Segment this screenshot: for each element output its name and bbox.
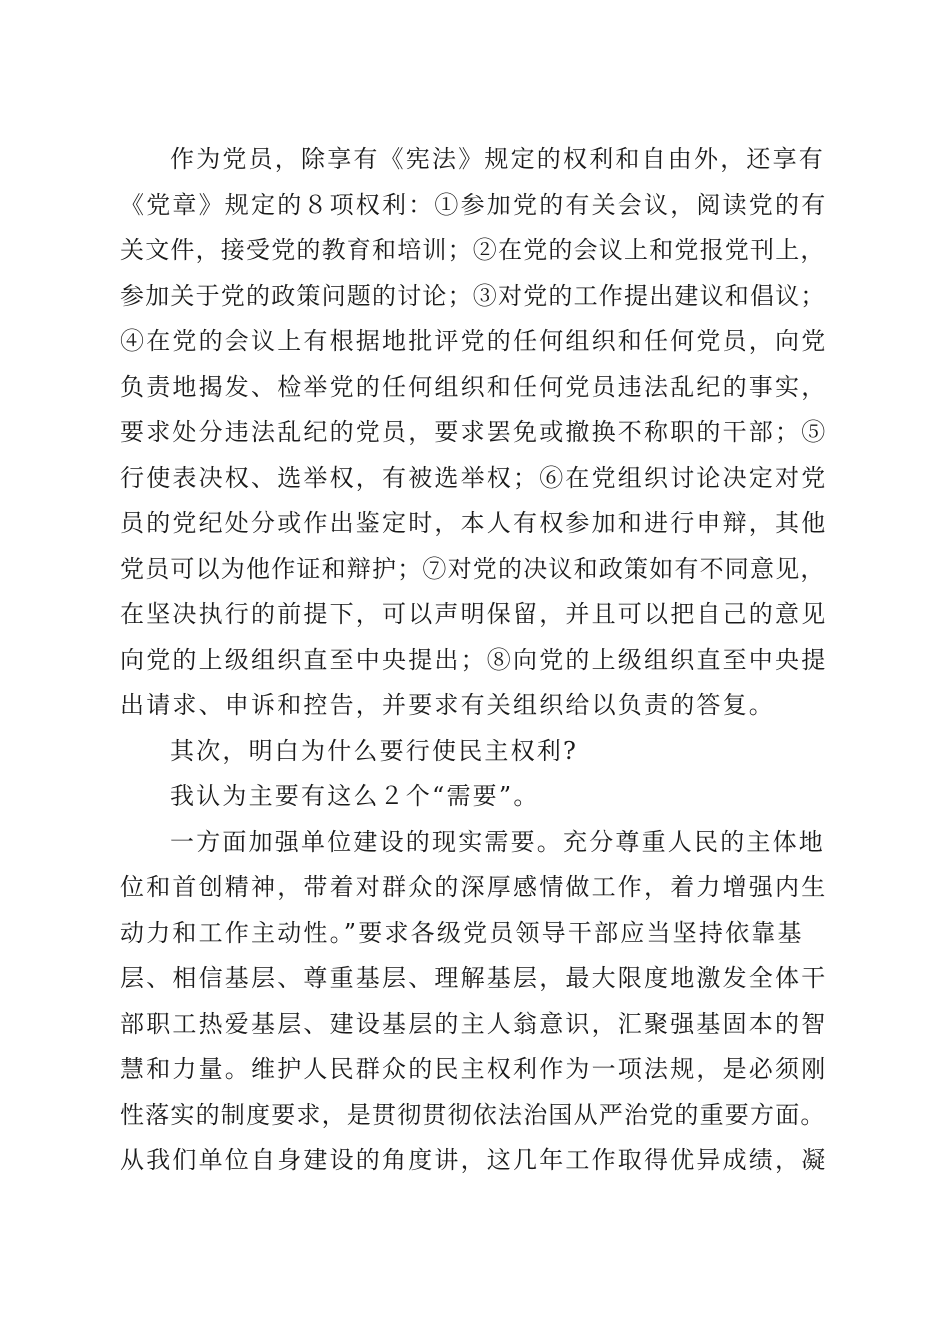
text-line: 出请求、申诉和控告，并要求有关组织给以负责的答复。 — [120, 691, 775, 719]
text-line: 我认为主要有这么２个“需要”。 — [170, 782, 540, 810]
text-line: 位和首创精神，带着对群众的深厚感情做工作，着力增强内生 — [120, 873, 828, 901]
text-line: 参加关于党的政策问题的讨论；③对党的工作提出建议和倡议； — [120, 281, 826, 310]
text-line: 作为党员，除享有《宪法》规定的权利和自由外，还享有 — [170, 145, 825, 173]
text-line: 负责地揭发、检举党的任何组织和任何党员违法乱纪的事实， — [120, 372, 828, 401]
text-line: 党员可以为他作证和辩护；⑦对党的决议和政策如有不同意见， — [120, 554, 826, 583]
text-line: 要求处分违法乱纪的党员，要求罢免或撤换不称职的干部；⑤ — [120, 418, 828, 446]
text-line: 其次，明白为什么要行使民主权利? — [170, 736, 579, 765]
text-line: 动力和工作主动性。”要求各级党员领导干部应当坚持依靠基 — [120, 918, 804, 947]
text-line: 慧和力量。维护人民群众的民主权利作为一项法规，是必须刚 — [120, 1055, 828, 1083]
text-line: 行使表决权、选举权，有被选举权；⑥在党组织讨论决定对党 — [120, 463, 828, 492]
text-line: 层、相信基层、尊重基层、理解基层，最大限度地激发全体干 — [120, 964, 828, 992]
text-line: 部职工热爱基层、建设基层的主人翁意识，汇聚强基固本的智 — [120, 1009, 828, 1038]
text-line: 从我们单位自身建设的角度讲，这几年工作取得优异成绩，凝 — [120, 1146, 828, 1174]
text-line: 向党的上级组织直至中央提出；⑧向党的上级组织直至中央提 — [120, 645, 828, 674]
text-line: 《党章》规定的８项权利：①参加党的有关会议，阅读党的有 — [120, 190, 828, 219]
text-line: 一方面加强单位建设的现实需要。充分尊重人民的主体地 — [170, 827, 825, 856]
text-line: 关文件，接受党的教育和培训；②在党的会议上和党报党刊上， — [120, 236, 826, 264]
text-line: 性落实的制度要求，是贯彻贯彻依法治国从严治党的重要方面。 — [120, 1100, 826, 1129]
text-line: 员的党纪处分或作出鉴定时，本人有权参加和进行申辩，其他 — [120, 509, 828, 537]
text-line: 在坚决执行的前提下，可以声明保留，并且可以把自己的意见 — [120, 600, 828, 628]
text-line: ④在党的会议上有根据地批评党的任何组织和任何党员，向党 — [120, 327, 828, 355]
document-body — [120, 137, 832, 1184]
